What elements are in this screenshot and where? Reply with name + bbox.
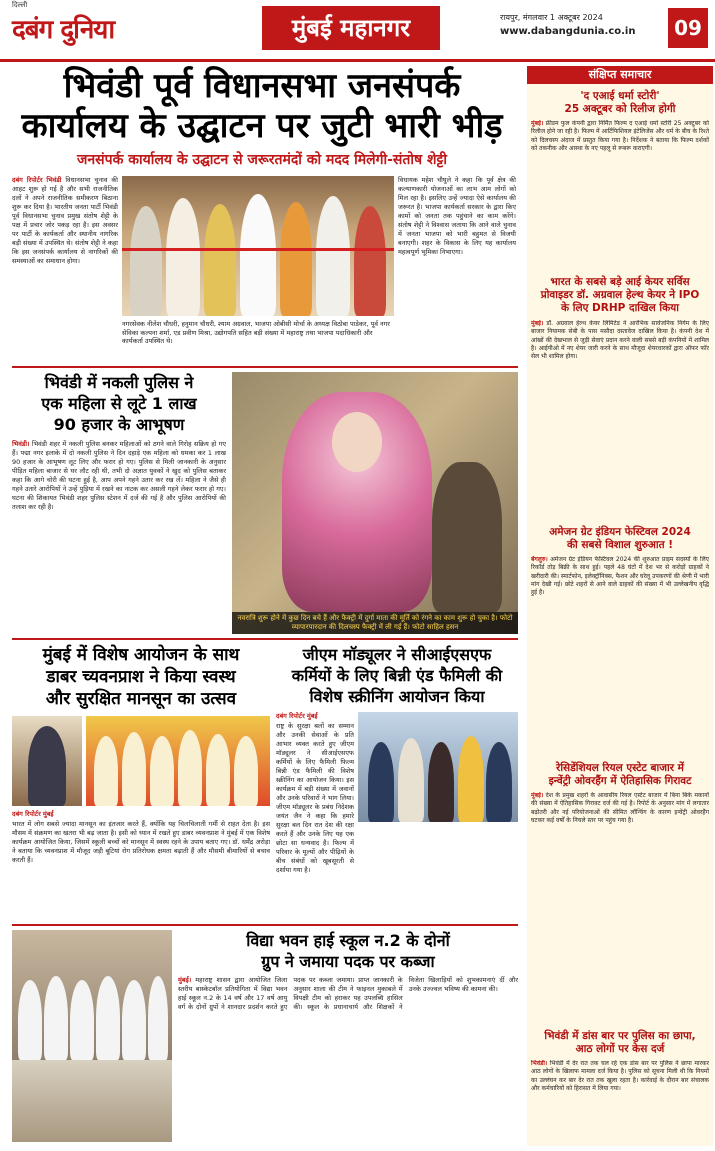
issue-info <box>500 12 635 37</box>
news-brief-sidebar <box>527 66 713 1146</box>
lead-column-1 <box>12 176 118 362</box>
brief-5-headline: भिवंडी में डांस बार पर पुलिस का छापा, आठ लोगों पर केस दर्ज <box>544 1030 696 1055</box>
police-body: भिवंडी। भिवंडी शहर में नकली पुलिस बनकर महिलाओं को ठगने वाले गिरोह सक्रिय हो गए हैं। पद्मा नगर इलाके में दो नकली पुलिस ने दिन दहाड़े एक महिला को धमका कर 1 लाख 90 हजार के आभूषण लूट लिए और फरार हो गए। पुलिस से मिली जानकारी के अनुसार पीड़ित महिला बाजार से घर लौट रही थी, तभी दो अज्ञात युवकों ने खुद को पुलिस बताकर कहा कि आगे चोरी की घटना हुई है, आप अपने गहने उतार कर रख लें। महिला ने जैसे ही गहने उतारे आरोपियों ने उन्हें पुड़िया में रखने का नाटक कर असली गहने लेकर फरार हो गए। घटना की शिकायत भिवंडी शहर पुलिस स्टेशन में दर्ज की गई है और पुलिस आरोपियों की तलाश कर रही है। <box>12 440 226 511</box>
speaker-photo <box>12 716 82 806</box>
lead-subheadline: जनसंपर्क कार्यालय के उद्घाटन से जरूरतमंदों को मदद मिलेगी-संतोष शेट्टी <box>77 152 447 168</box>
police-dateline: भिवंडी। <box>12 440 30 448</box>
gm-place: मुंबई <box>306 712 318 720</box>
sidebar-title: संक्षिप्त समाचार <box>527 66 713 84</box>
issue-date: रायपुर, मंगलवार 1 अक्टूबर 2024 <box>500 13 603 22</box>
dabur-body: भारत में लोग सबसे ज्यादा मानसून का इंतजार करते हैं, क्योंकि यह चिलचिलाती गर्मी से राहत देता है। इस मौसम में संक्रमण का खतरा भी बढ़ जाता है। इसी को ध्यान में रखते हुए डाबर च्यवनप्राश ने मुंबई में एक विशेष कार्यक्रम आयोजित किया, जिसमें स्कूली बच्चों को मानसून में स्वस्थ रहने के उपाय बताए गए। डॉ. धर्मेंद्र अरोड़ा ने बताया कि च्यवनप्राश में मौजूद जड़ी बूटियां रोग प्रतिरोधक क्षमता बढ़ाती हैं और मौसमी बीमारियों से बचाव करती हैं। <box>12 820 270 864</box>
brief-3-headline: अमेजन ग्रेट इंडियन फेस्टिवल 2024 की सबसे विशाल शुरुआत ! <box>549 526 691 551</box>
durga-photo-caption: नवरात्रि शुरू होने में कुछ दिन बचे हैं और फैक्ट्री में दुर्गा माता की मूर्ति को रंगने का काम शुरू हो चुका है। फोटो व्यापारपारदान की दिलचस्प फैक्ट्री में ली गई हैं। फोटो साहिल हसन <box>232 612 518 634</box>
durga-idol-photo <box>232 372 518 634</box>
dabur-dateline-line <box>12 810 270 818</box>
gm-body: राष्ट्र के सुरक्षा बलों का सम्मान और उनकी सेवाओं के प्रति आभार व्यक्त करते हुए जीएम मॉड्यूलर ने सीआईएसएफ कर्मियों के लिए फैमिली फिल्म बिन्नी एंड फैमिली की विशेष स्क्रीनिंग का आयोजन किया। इस कार्यक्रम में बड़ी संख्या में जवानों और उनके परिवारों ने भाग लिया। जीएम मॉड्यूलर के प्रबंध निदेशक जयंत जैन ने कहा कि हमारे सुरक्षा बल दिन रात देश की रक्षा करते हैं और उनके लिए यह एक छोटा सा धन्यवाद है। फिल्म में परिवार के मूल्यों और पीढ़ियों के बीच संबंधों को खूबसूरती से दर्शाया गया है। <box>276 722 354 874</box>
rally-photo-caption: नगरसेवक नीलेश चौधरी, हनुमान चौधरी, श्याम अग्रवाल, भाजपा ओबीसी मोर्चा के अध्यक्ष विठोबा पाडेकर, पूर्व नगर सेविका कल्पना शर्मा, एड प्रवीण मिश्रा, उद्योगपति सहित बड़ी संख्या में महाराष्ट्र तथा भाजपा पदाधिकारी और कार्यकर्ता उपस्थित थे। <box>122 320 390 345</box>
lead-headline: भिवंडी पूर्व विधानसभा जनसंपर्क कार्यालय के उद्घाटन पर जुटी भारी भीड़ <box>21 66 503 146</box>
section-banner: मुंबई महानगर <box>262 6 440 50</box>
brief-4-headline: रेसिडेंशियल रियल एस्टेट बाजार में इन्वेंट्री ओवरहैंग में ऐतिहासिक गिरावट <box>548 762 692 787</box>
brief-3-body: बेंगलुरु। अमेजन ग्रेट इंडियन फेस्टिवल 2024 की शुरुआत प्राइम सदस्यों के लिए रिकॉर्ड तोड़ बिक्री के साथ हुई। पहले 48 घंटों में देश भर से करोड़ों ग्राहकों ने खरीदारी की। स्मार्टफोन, इलेक्ट्रॉनिक्स, फैशन और घरेलू उपकरणों की श्रेणी में भारी मांग देखी गई। छोटे शहरों से आने वाले ग्राहकों की संख्या में भी उल्लेखनीय वृद्धि हुई है। <box>531 556 709 597</box>
vidya-headline: विद्या भवन हाई स्कूल न.2 के दोनों ग्रुप ने जमाया पदक पर कब्जा <box>246 931 450 971</box>
gm-dateline: दबंग रिपोर्टर <box>276 712 305 720</box>
lead-column-4: विधायक महेश चौघुले ने कहा कि पूर्व क्षेत्र की कल्याणकारी योजनाओं का लाभ आम लोगों को मिल रहा है। इसलिए उन्हें ज्यादा ऐसे कार्यालय की जरूरत है। भाजपा कार्यकर्ता सरकार के द्वारा किए कामों को जनता तक पहुंचाने का काम करेंगे। संतोष शेट्टी ने विश्वास जताया कि आने वाले चुनाव में जनता भाजपा को भारी बहुमत से विजयी बनाएगी। शहर के विकास के लिए यह कार्यालय महत्वपूर्ण भूमिका निभाएगा। <box>398 176 516 256</box>
vidya-body: मुंबई। महाराष्ट्र शासन द्वारा आयोजित जिला स्तरीय बास्केटबॉल प्रतियोगिता में विद्या भवन हाई स्कूल न.2 के 14 वर्ष और 17 वर्ष आयु वर्ग के दोनों ग्रुपों ने शानदार प्रदर्शन करते हुए पदक पर कब्जा जमाया। प्राप्त जानकारी के अनुसार शाला की टीम ने फाइनल मुकाबले में विपक्षी टीम को हराकर यह उपलब्धि हासिल की। स्कूल के प्रधानाचार्य और शिक्षकों ने विजेता खिलाड़ियों को शुभकामनाएं दीं और उनके उज्ज्वल भविष्य की कामना की। <box>178 976 518 1011</box>
brief-2-headline: भारत के सबसे बड़े आई केयर सर्विस प्रोवाइडर डॉ. अग्रवाल हेल्थ केयर ने IPO के लिए DRHP दाखिल किया <box>540 276 700 314</box>
brief-1-body: मुंबई। फ्रीडम फुल कंपनी द्वारा निर्मित फिल्म द एआई धर्मा स्टोरी 25 अक्टूबर को रिलीज होने जा रही है। फिल्म में आर्टिफिशियल इंटेलिजेंस और धर्म के बीच के रिश्ते को दिलचस्प अंदाज में प्रस्तुत किया गया है। निर्देशक ने बताया कि फिल्म दर्शकों को तकनीक और आस्था के नए पहलू से रूबरू कराएगी। <box>531 120 709 152</box>
brief-4-body: मुंबई। देश के प्रमुख शहरों के आवासीय रियल एस्टेट बाजार में बिना बिके मकानों की संख्या में ऐतिहासिक गिरावट दर्ज की गई है। रिपोर्ट के अनुसार मांग में लगातार बढ़ोतरी और नई परियोजनाओं की सीमित लॉन्चिंग के कारण इन्वेंट्री ओवरहैंग घटकर कई वर्षों के निचले स्तर पर पहुंच गया है। <box>531 792 709 824</box>
brief-2-body: मुंबई। डॉ. अग्रवाल हेल्थ केयर लिमिटेड ने आरंभिक सार्वजनिक निर्गम के लिए बाजार नियामक सेबी के पास मसौदा दस्तावेज दाखिल किया है। कंपनी देश में आंखों की देखभाल से जुड़ी सेवाएं प्रदान करने वाली सबसे बड़ी कंपनियों में शामिल है। आईपीओ में नए शेयर जारी करने के साथ मौजूदा शेयरधारकों द्वारा ऑफर फॉर सेल भी शामिल होगा। <box>531 320 709 361</box>
logo-small-text: दिल्ली <box>12 1 28 9</box>
newspaper-logo: दिल्ली दबंग दुनिया <box>12 1 115 45</box>
dabur-students-photo <box>86 716 270 806</box>
divider <box>12 638 518 640</box>
vidya-dateline: मुंबई। <box>178 976 192 984</box>
gm-dateline-line <box>276 712 354 720</box>
dabur-headline: मुंबई में विशेष आयोजन के साथ डाबर च्यवनप्राश ने किया स्वस्थ और सुरक्षित मानसून का उत्सव <box>42 645 240 709</box>
lead-place: भिवंडी <box>46 176 62 184</box>
school-team-photo <box>12 930 172 1142</box>
lead-body-1: विधानसभा चुनाव की आहट शुरू हो गई है और सभी राजनीतिक दलों ने अपने राजनीतिक समीकरण बिठाना शुरू कर दिया है। भारतीय जनता पार्टी भिवंडी पूर्व विधानसभा चुनाव प्रमुख संतोष शेट्टी के पक्ष में प्रचार जोर पकड़ रहा है। इस अवसर पर पार्टी के कार्यकर्ता और स्थानीय नागरिक बड़ी संख्या में उपस्थित थे। संतोष शेट्टी ने कहा कि इस जनसंपर्क कार्यालय से नागरिकों की समस्याओं का समाधान होगा। <box>12 176 118 265</box>
divider <box>12 924 518 926</box>
masthead <box>0 0 715 62</box>
gm-screening-photo <box>358 712 518 822</box>
website-url[interactable]: www.dabangdunia.co.in <box>500 26 636 37</box>
dabur-dateline: दबंग रिपोर्टर <box>12 810 41 818</box>
brief-5-body: भिवंडी। भिवंडी में देर रात तक चल रहे एक डांस बार पर पुलिस ने छापा मारकर आठ लोगों के खिलाफ मामला दर्ज किया है। पुलिस को सूचना मिली थी कि नियमों का उल्लंघन कर बार देर रात तक खुला रहता है। कार्रवाई के दौरान बार संचालक और कर्मचारियों को हिरासत में लिया गया। <box>531 1060 709 1092</box>
gm-headline: जीएम मॉड्यूलर ने सीआईएसएफ कर्मियों के लिए बिन्नी एंड फैमिली की विशेष स्क्रीनिंग आयोजन किया <box>291 645 503 706</box>
divider <box>12 366 518 368</box>
lead-dateline: दबंग रिपोर्टर <box>12 176 43 184</box>
dabur-place: मुंबई <box>42 810 54 818</box>
page-number: 09 <box>668 8 708 48</box>
police-headline: भिवंडी में नकली पुलिस ने एक महिला से लूटे 1 लाख 90 हजार के आभूषण <box>41 373 197 434</box>
brief-1-headline: 'द एआई धर्मा स्टोरी' 25 अक्टूबर को रिलीज होगी <box>564 90 676 115</box>
rally-photo <box>122 176 394 316</box>
